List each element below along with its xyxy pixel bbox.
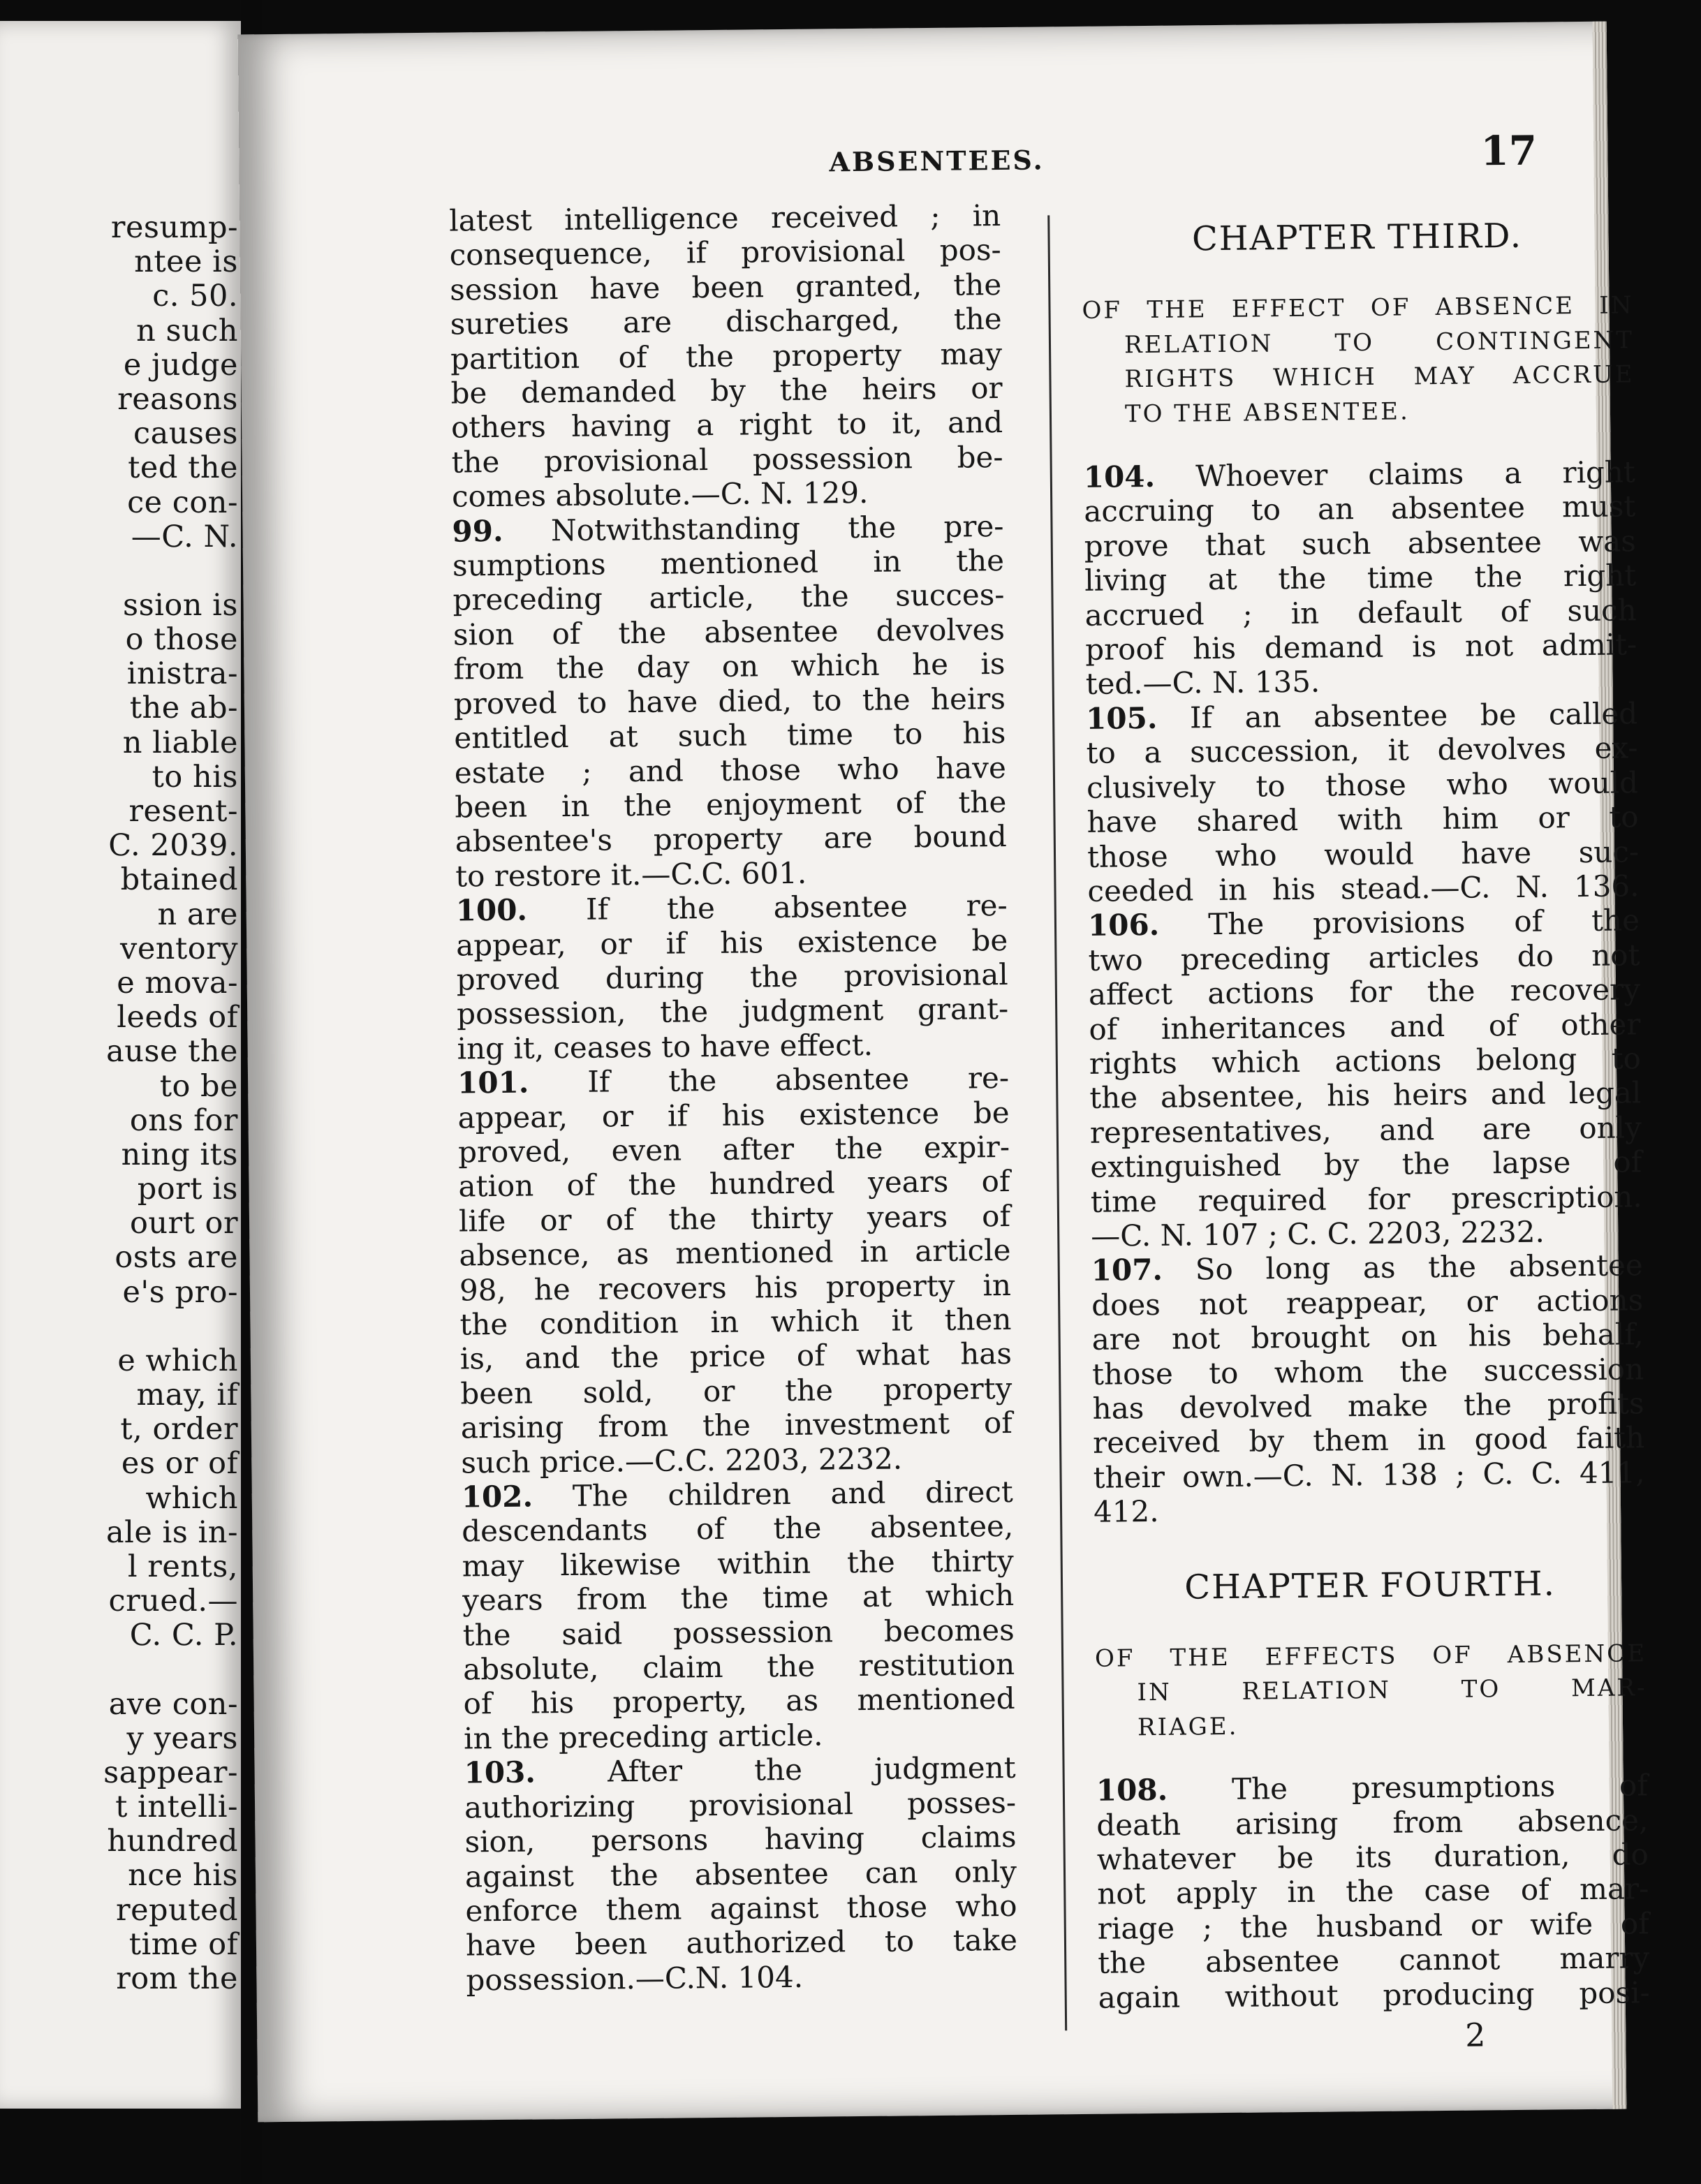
text-line [450, 337, 1002, 376]
facing-page-line: n such [136, 313, 238, 348]
line-text: the provisional possession be- [451, 439, 1003, 480]
line-text: extinguished by the lapse of [1090, 1144, 1642, 1184]
article-number: 108. [1096, 1773, 1168, 1808]
text-line [459, 1268, 1011, 1308]
text-line [461, 1405, 1012, 1445]
text-line [451, 440, 1003, 480]
text-line [465, 1854, 1017, 1894]
facing-page-line: resent- [128, 794, 238, 829]
text-line [1097, 1872, 1649, 1912]
text-line [1091, 1213, 1642, 1253]
facing-page-line: port is [137, 1172, 238, 1207]
text-line [462, 1613, 1014, 1653]
facing-page-line: ce con- [127, 485, 238, 520]
line-text: proved, even after the expir- [457, 1129, 1010, 1170]
text-line [460, 1371, 1012, 1411]
line-text: entitled at such time to his [454, 716, 1006, 755]
line-text: So long as the absentee [1162, 1248, 1643, 1287]
facing-page-line: sappear- [103, 1755, 238, 1790]
facing-page-line: e which [117, 1343, 238, 1378]
facing-page-line: hundred [107, 1824, 238, 1859]
article-number: 103. [464, 1755, 536, 1790]
text-line [456, 957, 1008, 997]
line-text: The provisions of the [1159, 903, 1640, 943]
article-108 [1096, 1768, 1650, 2014]
line-text: appear, or if his existence be [457, 1095, 1010, 1135]
facing-page-line: nce his [128, 1858, 238, 1894]
line-text: others having a right to it, and [450, 405, 1003, 445]
line-text: proved during the provisional [456, 957, 1008, 997]
line-text: to restore it.—C.C. 601. [455, 855, 807, 894]
facing-page-line: o those [125, 622, 238, 658]
text-line [1097, 1837, 1649, 1877]
text-line [1090, 1110, 1642, 1150]
facing-page-line: es or of [121, 1446, 238, 1482]
text-line [1087, 799, 1638, 839]
line-text: may likewise within the thirty [462, 1543, 1014, 1584]
text-line [455, 819, 1007, 859]
text-line [1091, 1283, 1643, 1322]
article-number: 102. [461, 1479, 533, 1514]
line-text: ation of the hundred years of [458, 1164, 1010, 1204]
facing-page-line: c. 50. [152, 279, 238, 314]
facing-page-line: ning its [121, 1137, 238, 1172]
article-number: 105. [1085, 700, 1158, 736]
text-line [455, 750, 1006, 790]
text-line [461, 1440, 1012, 1480]
page-number: 17 [1480, 126, 1538, 175]
facing-page-line: inistra- [126, 656, 238, 692]
text-line [453, 612, 1005, 652]
text-line [457, 1095, 1009, 1135]
line-text: ted.—C. N. 135. [1085, 665, 1320, 702]
article-number: 100. [455, 892, 528, 928]
line-text: those to whom the succession [1091, 1351, 1644, 1392]
line-text: comes absolute.—C. N. 129. [451, 475, 869, 514]
line-text: representatives, and are only [1089, 1110, 1642, 1150]
facing-page-line: to his [152, 759, 238, 795]
text-line [458, 1164, 1010, 1204]
article-number: 106. [1087, 908, 1160, 943]
line-text: be demanded by the heirs or [450, 371, 1003, 411]
text-line [1092, 1386, 1644, 1426]
chapter-third-heading: CHAPTER THIRD. [1191, 216, 1523, 259]
subtitle-line: OF THE EFFECTS OF ABSENCE [1094, 1639, 1647, 1673]
line-text: of inheritances and of other [1089, 1006, 1641, 1047]
text-line [459, 1199, 1010, 1239]
line-text: the condition in which it then [459, 1301, 1012, 1342]
line-text: two preceding articles do not [1088, 937, 1640, 977]
text-line [459, 1302, 1011, 1342]
facing-page-line: ause the [106, 1034, 238, 1070]
line-text: session have been granted, the [449, 267, 1002, 307]
line-text: If the absentee re- [529, 1061, 1010, 1100]
text-line [454, 681, 1006, 721]
text-line [451, 405, 1003, 445]
line-text: ing it, ceases to have effect. [457, 1027, 874, 1066]
line-text: 98, he recovers his property in [459, 1267, 1012, 1308]
facing-page-line: ourt or [129, 1206, 238, 1241]
facing-page-line: time of [128, 1926, 238, 1962]
subtitle-line: IN RELATION TO MAR- [1137, 1674, 1647, 1707]
facing-page-line: ave con- [108, 1686, 238, 1722]
line-text: life or of the thirty years of [458, 1198, 1011, 1239]
text-line [1091, 1248, 1643, 1288]
text-line [450, 233, 1001, 272]
line-text: been in the enjoyment of the [455, 784, 1007, 825]
line-text: prove that such absentee was [1084, 524, 1636, 563]
line-text: sion, persons having claims [464, 1819, 1017, 1859]
text-line [462, 1475, 1013, 1514]
line-text: has devolved make the profits [1092, 1386, 1644, 1426]
facing-page-line: ventory [120, 931, 238, 966]
facing-page-line: btained [120, 862, 238, 898]
left-column [449, 198, 1018, 1998]
facing-page-line: ted the [128, 450, 238, 486]
text-line [1084, 455, 1635, 494]
text-line [1086, 731, 1637, 771]
text-line [1092, 1352, 1644, 1392]
chapter-third-subtitle [1082, 289, 1635, 432]
article-number: 104. [1083, 459, 1156, 494]
line-text: —C. N. 107 ; C. C. 2203, 2232. [1091, 1214, 1545, 1253]
signature-mark: 2 [1465, 2016, 1486, 2054]
text-line [1084, 524, 1636, 563]
text-line [466, 1958, 1017, 1998]
line-text: The children and direct [532, 1474, 1014, 1514]
text-line [1089, 1041, 1641, 1081]
line-text: received by them in good faith [1092, 1420, 1645, 1461]
text-line [464, 1750, 1015, 1790]
line-text: have shared with him or to [1087, 799, 1639, 839]
text-line [1088, 938, 1640, 977]
facing-page-line: resump- [110, 210, 238, 245]
text-line [450, 371, 1002, 411]
line-text: riage ; the husband or wife of [1097, 1906, 1649, 1946]
article-number: 101. [457, 1065, 529, 1100]
line-text: does not reappear, or actions [1091, 1283, 1644, 1322]
text-line [464, 1785, 1016, 1825]
text-line [1096, 1768, 1648, 1808]
line-text: in the preceding article. [463, 1718, 823, 1756]
text-line [452, 577, 1004, 617]
line-text: If the absentee re- [526, 888, 1008, 927]
facing-page-line: leeds of [117, 1000, 238, 1035]
text-line [1087, 765, 1638, 805]
book-page [238, 22, 1650, 2123]
text-line [1084, 559, 1636, 598]
article-number: 99. [452, 513, 503, 549]
text-line [1087, 869, 1639, 908]
articles-104-107 [1084, 455, 1646, 1529]
text-line [452, 474, 1003, 514]
text-line [449, 198, 1001, 238]
line-text: sumptions mentioned in the [452, 543, 1005, 583]
facing-page-line: n liable [122, 725, 238, 760]
facing-page-line: e mova- [117, 965, 238, 1001]
line-gap [8, 1310, 238, 1344]
line-text: against the absentee can only [464, 1854, 1017, 1894]
text-line [1089, 1076, 1641, 1116]
text-line [1098, 1906, 1649, 1946]
line-text: affect actions for the recovery [1088, 972, 1641, 1012]
text-line [464, 1716, 1015, 1756]
line-text: again without producing posi- [1098, 1975, 1650, 2015]
facing-page-line: causes [133, 416, 238, 452]
line-text: absence, as mentioned in article [459, 1233, 1011, 1273]
line-gap [8, 1653, 238, 1688]
text-line [1085, 662, 1637, 702]
line-text: possession, the judgment grant- [456, 991, 1009, 1031]
facing-page-line: ale is in- [106, 1514, 238, 1550]
facing-page-line: ntee is [134, 244, 238, 280]
text-line [1089, 1007, 1640, 1047]
line-text: proved to have died, to the heirs [453, 681, 1006, 721]
line-text: the absentee, his heirs and legal [1089, 1075, 1642, 1116]
text-line [1091, 1317, 1643, 1357]
text-line [1098, 1940, 1649, 1980]
text-line [457, 1061, 1009, 1100]
line-text: descendants of the absentee, [462, 1509, 1014, 1549]
right-column [1081, 218, 1650, 2015]
text-line [459, 1233, 1010, 1273]
text-line [453, 647, 1005, 686]
text-line [456, 922, 1008, 962]
line-text: of his property, as mentioned [463, 1681, 1015, 1721]
line-text: the absentee cannot marry [1098, 1940, 1650, 1981]
text-line [1098, 1975, 1650, 2015]
article-number: 107. [1091, 1253, 1163, 1288]
line-text: The presumptions of [1167, 1768, 1649, 1808]
line-text: If an absentee be called [1157, 696, 1638, 735]
text-line [464, 1820, 1016, 1859]
text-line [1094, 1489, 1645, 1529]
line-text: time required for prescription. [1090, 1179, 1642, 1219]
line-text: clusively to those who would [1086, 765, 1639, 805]
subtitle-line: RIGHTS WHICH MAY ACCRUE [1124, 360, 1635, 394]
text-line [450, 267, 1001, 307]
text-line [465, 1889, 1017, 1928]
facing-page-line: t, order [120, 1412, 238, 1447]
line-text: absolute, claim the restitution [462, 1646, 1015, 1687]
facing-page-line: e judge [123, 347, 238, 383]
line-text: Whoever claims a right [1154, 455, 1636, 494]
facing-page-line: ons for [129, 1102, 238, 1138]
text-line [1087, 834, 1639, 874]
line-text: been sold, or the property [460, 1371, 1012, 1411]
line-text: possession.—C.N. 104. [466, 1959, 804, 1998]
line-text: to a succession, it devolves ex- [1086, 730, 1638, 771]
subtitle-line: OF THE EFFECT OF ABSENCE IN [1082, 291, 1634, 325]
line-text: death arising from absence, [1096, 1802, 1649, 1843]
line-text: enforce them against those who [465, 1888, 1017, 1928]
line-text: their own.—C. N. 138 ; C. C. 411, [1093, 1455, 1645, 1495]
text-line [463, 1647, 1015, 1687]
text-line [1093, 1421, 1644, 1461]
line-text: proof his demand is not admit- [1084, 627, 1637, 667]
line-text: estate ; and those who have [454, 750, 1007, 790]
subtitle-line: RIAGE. [1137, 1712, 1239, 1742]
line-text: partition of the property may [450, 336, 1003, 376]
line-text: consequence, if provisional pos- [449, 233, 1001, 272]
facing-page-line: may, if [136, 1378, 238, 1412]
text-line [1085, 627, 1637, 667]
facing-page-text [8, 211, 238, 1996]
facing-page [0, 21, 241, 2109]
line-text: accrued ; in default of such [1084, 592, 1637, 633]
chapter-fourth-subtitle [1095, 1637, 1647, 1746]
line-text: have been authorized to take [465, 1923, 1018, 1963]
line-text: After the judgment [535, 1750, 1016, 1790]
facing-page-line: reputed [116, 1892, 238, 1928]
text-line [1093, 1455, 1644, 1495]
line-text: latest intelligence received ; in [449, 198, 1001, 238]
text-line [454, 716, 1006, 755]
text-line [1090, 1144, 1642, 1184]
text-line [1084, 489, 1635, 529]
line-text: such price.—C.C. 2203, 2232. [461, 1441, 903, 1480]
text-line [462, 1544, 1014, 1584]
line-text: are not brought on his behalf, [1091, 1317, 1644, 1357]
line-text: the said possession becomes [462, 1612, 1015, 1653]
line-text: ceeded in his stead.—C. N. 136. [1087, 869, 1640, 908]
facing-page-line: the ab- [129, 691, 238, 726]
line-text: living at the time the right [1084, 558, 1637, 598]
text-line [458, 1130, 1010, 1170]
text-line [1084, 593, 1636, 633]
facing-page-line: to be [159, 1068, 238, 1104]
line-text: arising from the investment of [460, 1405, 1013, 1445]
facing-page-line: t intelli- [115, 1790, 238, 1825]
text-line [463, 1681, 1015, 1721]
text-line [452, 509, 1003, 549]
line-text: absentee's property are bound [455, 819, 1008, 859]
text-line [1089, 972, 1640, 1012]
facing-page-line: n are [157, 897, 238, 932]
text-line [460, 1336, 1012, 1376]
text-line [462, 1578, 1014, 1618]
column-divider [1047, 215, 1067, 2030]
line-text: whatever be its duration, do [1096, 1837, 1649, 1877]
subtitle-line: RELATION TO CONTINGENT [1124, 326, 1635, 360]
facing-page-line: osts are [115, 1240, 238, 1276]
subtitle-line: TO THE ABSENTEE. [1124, 397, 1410, 428]
text-line [1088, 903, 1640, 943]
text-line [1091, 1179, 1642, 1219]
facing-page-line: crued.— [108, 1584, 238, 1619]
text-line [466, 1923, 1017, 1963]
text-line [450, 302, 1001, 341]
line-text: appear, or if his existence be [455, 922, 1008, 963]
line-text: 412. [1093, 1494, 1159, 1530]
facing-page-line: C. 2039. [108, 828, 238, 864]
facing-page-line: rom the [116, 1961, 238, 1996]
running-head: ABSENTEES. [829, 144, 1045, 178]
facing-page-line: l rents, [127, 1549, 238, 1584]
text-line [1086, 696, 1637, 736]
line-text: years from the time at which [462, 1578, 1015, 1618]
line-text: sureties are discharged, the [450, 302, 1002, 341]
line-text: rights which actions belong to [1089, 1041, 1642, 1081]
facing-page-line: y years [126, 1720, 238, 1756]
text-line [1096, 1803, 1648, 1843]
text-line [455, 854, 1007, 894]
text-line [457, 991, 1008, 1031]
line-text: Notwithstanding the pre- [503, 508, 1004, 548]
facing-page-line: ssion is [123, 587, 238, 623]
line-gap [8, 554, 238, 589]
line-text: from the day on which he is [453, 647, 1006, 686]
chapter-fourth-heading: CHAPTER FOURTH. [1184, 1564, 1556, 1607]
line-text: authorizing provisional posses- [464, 1785, 1017, 1825]
text-line [462, 1509, 1013, 1549]
text-line [456, 888, 1008, 928]
facing-page-line: e's pro- [122, 1274, 238, 1310]
facing-page-line: which [145, 1480, 238, 1516]
facing-page-line: C. C. P. [129, 1618, 238, 1653]
line-text: not apply in the case of mar- [1097, 1871, 1649, 1912]
line-text: preceding article, the succes- [452, 577, 1005, 618]
line-text: those who would have suc- [1087, 834, 1640, 874]
text-line [455, 785, 1006, 825]
text-line [452, 543, 1004, 583]
facing-page-line: —C. N. [131, 519, 238, 554]
line-text: is, and the price of what has [459, 1336, 1012, 1376]
facing-page-line: reasons [117, 381, 238, 417]
text-line [457, 1026, 1008, 1066]
line-text: accruing to an absentee must [1084, 489, 1636, 529]
line-text: sion of the absentee devolves [452, 612, 1006, 652]
